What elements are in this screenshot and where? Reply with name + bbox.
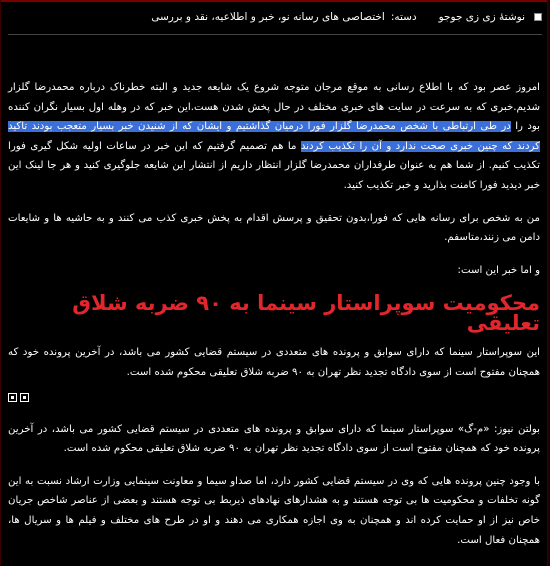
news-headline: محکومیت سوپراستار سینما به ۹۰ ضربه شلاق تعلیقی	[72, 291, 540, 336]
post-content	[8, 78, 540, 563]
post-author[interactable]: نوشتهٔ زی زی جوجو	[438, 11, 525, 23]
paragraph-details: با وجود چنین پرونده هایی که وی در سیستم قضایی کشور دارد، اما صداو سیما و معاونت سینمایی وزارت ارشاد نسبت به این گونه تخلفات و محکومیت ها بی توجه هستند و به هشدارهای نهادهای ذیربط بی توجه هستند و بعضی از عناصر شاخص جریان خاص نیز از او حمایت کرده اند و همچنان به وی اجازه همکاری می دهند و او در طرح های مختلف و فیلم ها و سریال ها، همچنان فعال است.	[8, 475, 540, 546]
selected-text[interactable]: در طی ارتباطی با شخص محمدرضا گلزار فورا درمیان گذاشتیم و ایشان که از شنیدن خبر بسیار متعجب بودند تاکید کردند که چنین خبری صحت ندارد و آن را تکذیب کردند	[8, 121, 540, 152]
post-meta	[8, 8, 542, 26]
paragraph-lead: و اما خبر این است:	[457, 264, 540, 276]
paragraph-bulletin: بولتن نیوز: «م-گ» سوپراستار سینما که دارای سوابق و پرونده های متعددی در سیستم قضایی کشور می باشد، در آخرین پرونده خود که همچنان مفتوح است از سوی دادگاه تجدید نظر تهران به ۹۰ ضربه شلاق تعلیقی محکوم شده است.	[8, 423, 540, 455]
paragraph-opinion: من به شخص برای رسانه هایی که فورا،بدون تحقیق و پرسش اقدام به پخش خبری کذب می کنند و به حاشیه ها و شایعات دامن می زنند،متاسفم.	[8, 212, 540, 244]
bullet-icon	[534, 13, 542, 21]
paragraph-intro: امروز عصر بود که با اطلاع رسانی به موقع مرجان متوجه شروع یک شایعه جدید و البته خطرناک درباره محمدرضا گلزار شدیم.خبری که به سرعت در سایت های خبری مختلف در حال پخش شدن هست.این خبر که در وهله اول بسیار نگران کننده بود را در طی ارتباطی با شخص محمدرضا گلزار فورا درمیان گذاشتیم و ایشان که از شنیدن خبر بسیار متعجب بودند تاکید کردند که چنین خبری صحت ندارد و آن را تکذیب کردند ما هم تصمیم گرفتیم که این خبر در ساعات اولیه شکل گیری فورا تکذیب کنیم. از شما هم به عنوان طرفداران محمدرضا گلزار انتظار داریم از انتشار این شایعه جلوگیری کنید و هر جا لینک این خبر دیدید فورا کامنت بذارید و خبر تکذیب کنید.	[8, 82, 540, 191]
meta-divider	[8, 34, 542, 35]
image-icon[interactable]	[20, 393, 29, 402]
paragraph-summary: این سوپراستار سینما که دارای سوابق و پرونده های متعددی در سیستم قضایی کشور می باشد، در آخرین پرونده خود که همچنان مفتوح است از سوی دادگاه تجدید نظر تهران به ۹۰ ضربه شلاق تعلیقی محکوم شده است.	[8, 347, 540, 378]
news-icons	[8, 390, 540, 406]
image-icon[interactable]	[8, 393, 17, 402]
category-links[interactable]: اختصاصی های رسانه نو، خبر و اطلاعیه، نقد و بررسی	[151, 11, 385, 23]
category-label: دسته:	[390, 11, 417, 23]
